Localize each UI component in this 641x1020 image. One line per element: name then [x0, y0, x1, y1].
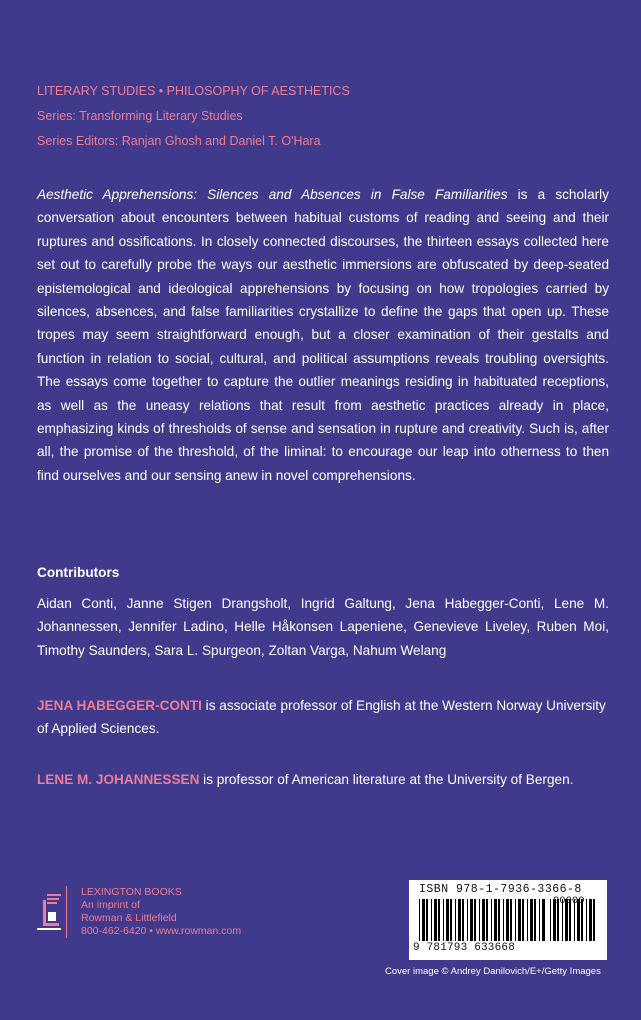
book-title: Aesthetic Apprehensions: Silences and Absences in False Familiarities — [37, 187, 508, 202]
series-editors: Series Editors: Ranjan Ghosh and Daniel T. O'Hara — [37, 134, 321, 148]
editor-name-1: JENA HABEGGER-CONTI — [37, 698, 202, 713]
isbn-label: ISBN 978-1-7936-3366-8 — [419, 883, 582, 896]
editor-name-2: LENE M. JOHANNESSEN — [37, 772, 200, 787]
barcode-addon-digits: 90000 — [553, 895, 585, 907]
book-description — [37, 183, 609, 487]
header-block — [37, 84, 607, 159]
editor-bio-text-1: is associate professor of English at the Western Norway University of Applied Sciences. — [37, 698, 606, 737]
lexington-logo-icon — [37, 892, 63, 932]
isbn-barcode — [409, 880, 607, 960]
cover-image-credit: Cover image © Andrey Danilovich/E+/Getty Images — [385, 966, 601, 977]
barcode-digits: 9 781793 633668 — [413, 942, 516, 954]
subject-categories: LITERARY STUDIES • PHILOSOPHY OF AESTHETICS — [37, 84, 350, 98]
contributors-list: Aidan Conti, Janne Stigen Drangsholt, Ingrid Galtung, Jena Habegger-Conti, Lene M. Johannessen, Jennifer Ladino, Helle Håkonsen Lapeniene, Genevieve Liveley, Ruben Moi, Timothy Saunders, Sara L. Spurgeon, Zoltan Varga, Nahum Welang — [37, 596, 609, 658]
editor-bio-text-2: is professor of American literature at the University of Bergen. — [199, 772, 574, 787]
publisher-imprint: An imprint of — [81, 899, 140, 911]
publisher-name: LEXINGTON BOOKS — [81, 886, 182, 898]
contributors-heading: Contributors — [37, 565, 120, 580]
publisher-contact: 800-462-6420 • www.rowman.com — [81, 925, 242, 937]
publisher-parent: Rowman & Littlefield — [81, 912, 177, 924]
barcode-icon — [419, 899, 547, 941]
series-name: Series: Transforming Literary Studies — [37, 109, 243, 123]
editor-bio-1 — [37, 694, 609, 741]
publisher-info — [66, 886, 241, 938]
description-body: is a scholarly conversation about encounters between habitual customs of reading and seeing and their ruptures and ossifications. In closely connected discourses, the thirteen essays collected here set out to carefully probe the ways our aesthetic immersions are obfuscated by deep-seated epistemological and ideological apprehensions by focusing on how tropologies carried by silences, absences, and false familiarities crystallize to define the gaps that open up. These tropes may seem straightforward enough, but a closer examination of their gestalts and function in relation to social, cultural, and political assumptions reveals troubling oversights. The essays come together to capture the outlier meanings residing in habituated receptions, as well as the uneasy relations that result from aesthetic practices already in place, emphasizing kinds of thresholds of sense and sensation in rupture and creativity. Such is, after all, the promise of the threshold, of the liminal: to encourage our leap into otherness to then find ourselves and our sensing anew in novel comprehensions. — [37, 187, 609, 483]
editor-bio-2 — [37, 768, 609, 791]
